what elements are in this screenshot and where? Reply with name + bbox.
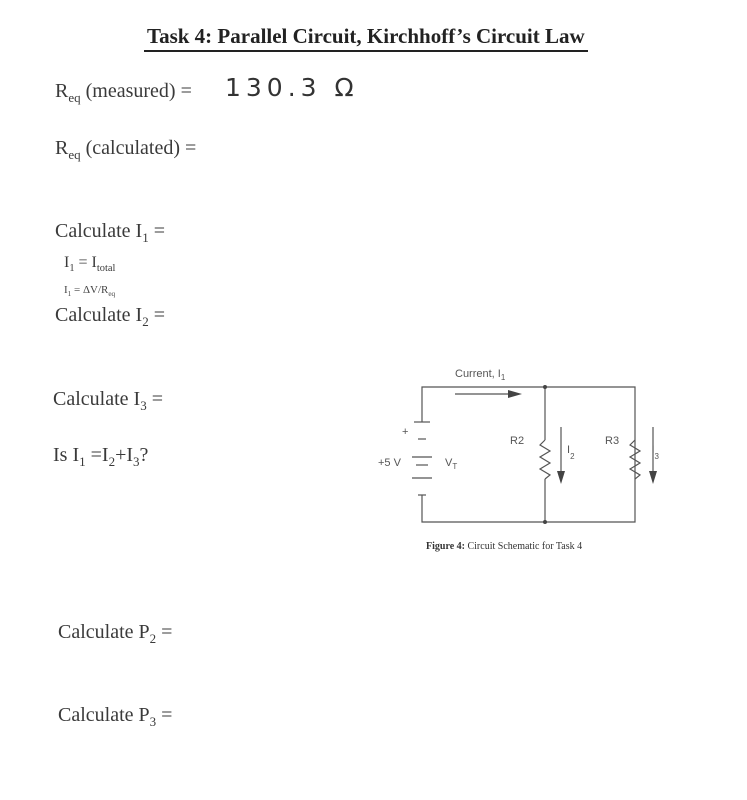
calculate-i1-prefix: Calculate I — [55, 220, 143, 242]
calculate-p2-prefix: Calculate P — [58, 621, 150, 643]
calculate-i2-sub: 2 — [142, 314, 149, 329]
current-label: Current, $I_1$ — [455, 368, 506, 382]
calculate-i1 — [55, 220, 165, 246]
req-measured-rest: (measured) = — [80, 80, 192, 102]
handwritten-unit: Ω — [334, 73, 359, 102]
i2-arrow-head — [557, 471, 565, 484]
source-voltage-label: +5 V — [378, 457, 401, 469]
req-calculated-label — [55, 137, 196, 163]
calculate-i3-prefix: Calculate I — [53, 388, 141, 410]
i1-total-a-sub: 1 — [69, 263, 75, 275]
calculate-p3-prefix: Calculate P — [58, 704, 150, 726]
req-measured-label — [55, 80, 192, 106]
i2-label: $I_2$ — [567, 444, 575, 461]
calculate-i3-sub: 3 — [140, 398, 147, 413]
req-calculated-sub: eq — [68, 147, 81, 162]
calculate-p3 — [58, 704, 172, 730]
req-measured-sub: eq — [68, 90, 81, 105]
calculate-i2 — [55, 304, 165, 330]
calculate-i1-suffix: = — [148, 220, 165, 242]
calculate-p3-suffix: = — [156, 704, 173, 726]
calculate-p2-suffix: = — [156, 621, 173, 643]
req-calculated-r: R — [55, 137, 69, 159]
calculate-p2 — [58, 621, 172, 647]
kcl-t1: Is I — [53, 444, 80, 466]
kcl-t3: +I — [115, 444, 134, 466]
i3-label: $I_3$ — [651, 444, 659, 461]
i1-total-mid: = I — [74, 254, 97, 271]
calculate-i3-suffix: = — [146, 388, 163, 410]
kcl-s1: 1 — [79, 454, 86, 469]
calculate-i2-prefix: Calculate I — [55, 304, 143, 326]
i1-formula-a-sub: 1 — [67, 290, 72, 299]
r3-label: R3 — [605, 435, 620, 447]
node-bottom — [543, 520, 547, 524]
title-underline — [144, 50, 588, 52]
i1-formula-a: I — [64, 284, 68, 296]
r2-label: R2 — [510, 435, 525, 447]
req-measured-r: R — [55, 80, 69, 102]
resistor-r2 — [540, 440, 550, 479]
i1-formula — [64, 284, 115, 298]
plus-sign: + — [402, 426, 409, 438]
calculate-p3-sub: 3 — [149, 714, 157, 729]
req-calculated-rest: (calculated) = — [80, 137, 197, 159]
kcl-question — [53, 444, 148, 470]
i1-equals-itotal — [64, 254, 115, 274]
kcl-t2: =I — [85, 444, 109, 466]
vt-label: $V_T$ — [445, 457, 458, 471]
handwritten-answer — [225, 73, 359, 102]
i1-total-a: I — [64, 254, 70, 271]
i1-total-b-sub: total — [96, 263, 116, 275]
i3-arrow-head — [649, 471, 657, 484]
calculate-i3 — [53, 388, 163, 414]
current-arrow-head — [508, 390, 522, 398]
wire-top — [422, 387, 635, 522]
i1-formula-b-sub: eq — [108, 290, 116, 299]
i1-formula-mid: = ΔV/R — [71, 284, 109, 296]
figure-caption-label: Figure 4: — [426, 541, 465, 552]
handwritten-value: 130.3 — [225, 73, 322, 102]
kcl-s2: 2 — [108, 454, 116, 469]
kcl-s3: 3 — [133, 454, 140, 469]
figure-caption — [426, 541, 582, 552]
calculate-p2-sub: 2 — [149, 631, 157, 646]
calculate-i2-suffix: = — [148, 304, 165, 326]
kcl-t4: ? — [139, 444, 149, 466]
calculate-i1-sub: 1 — [142, 230, 149, 245]
node-top — [543, 385, 547, 389]
figure-caption-text: Circuit Schematic for Task 4 — [464, 541, 583, 552]
circuit-schematic — [360, 355, 660, 545]
page-title: Task 4: Parallel Circuit, Kirchhoff’s Circuit Law — [147, 24, 585, 48]
